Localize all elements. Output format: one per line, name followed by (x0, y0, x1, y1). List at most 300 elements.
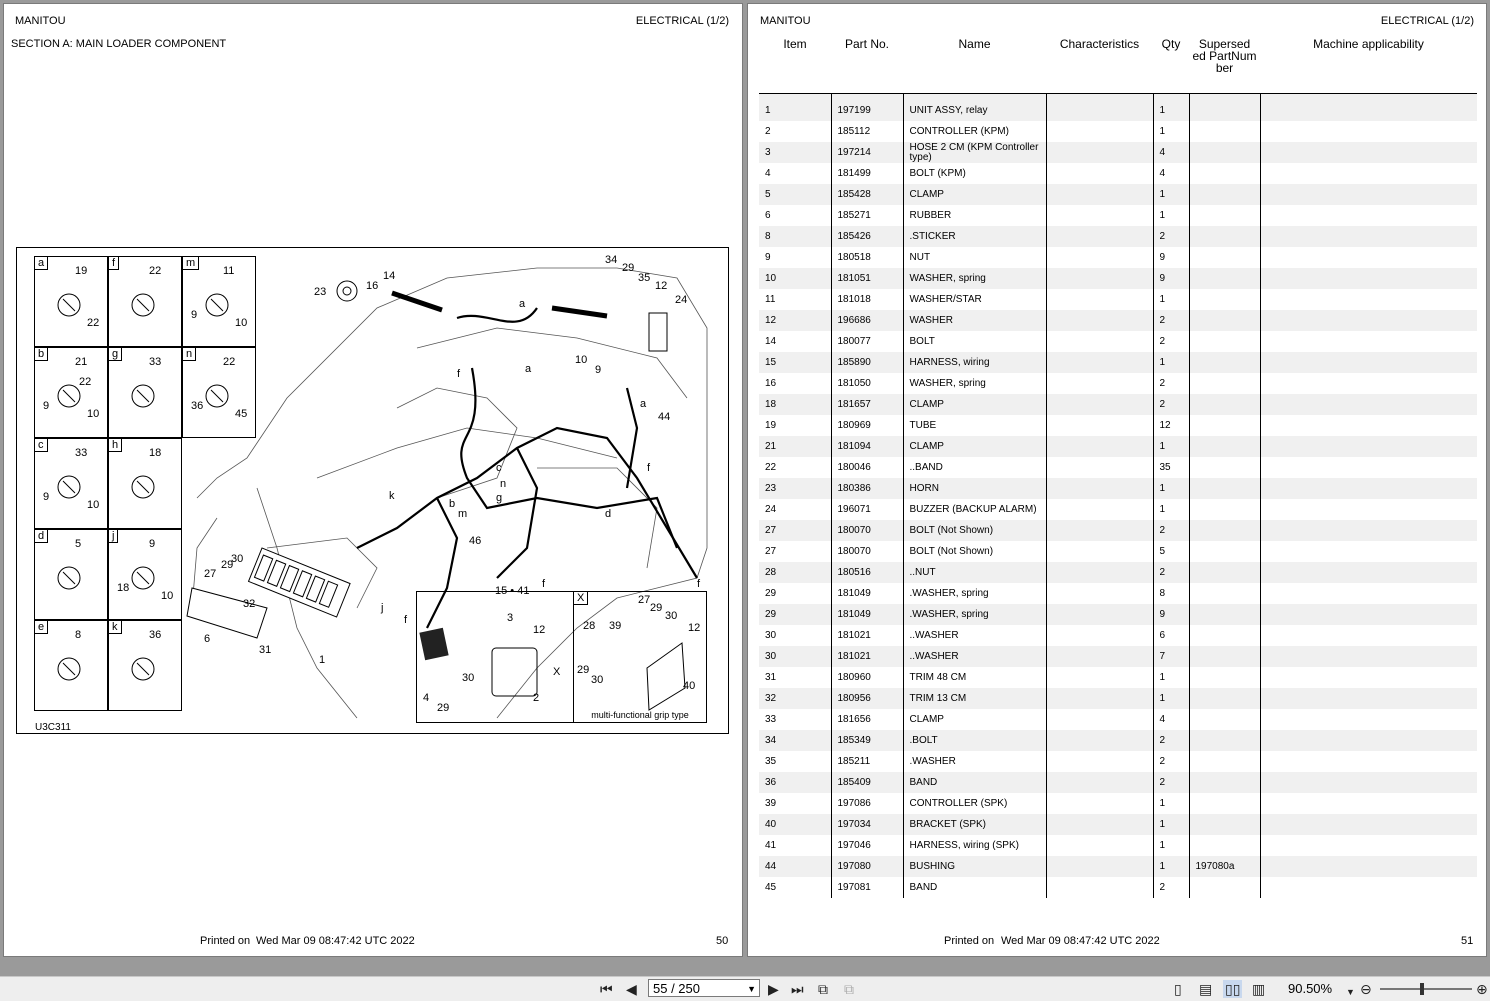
table-cell: 180070 (831, 520, 903, 541)
table-cell (1260, 94, 1477, 122)
table-cell (1046, 247, 1153, 268)
table-cell: CONTROLLER (SPK) (903, 793, 1046, 814)
inset-callout: 22 (149, 265, 162, 277)
table-cell (1189, 562, 1260, 583)
back-view-icon[interactable]: ⧉ (818, 981, 828, 997)
table-cell (1046, 877, 1153, 898)
zoom-out-icon[interactable]: ⊖ (1360, 981, 1372, 997)
table-cell: ..WASHER (903, 625, 1046, 646)
callout: 30 (591, 674, 604, 686)
two-page-icon[interactable]: ▯▯ (1225, 981, 1241, 997)
table-cell: 181021 (831, 646, 903, 667)
table-cell: 1 (1153, 352, 1189, 373)
table-row (759, 814, 1477, 835)
table-cell: .WASHER, spring (903, 583, 1046, 604)
single-page-icon[interactable]: ▯ (1174, 981, 1182, 997)
table-cell: BOLT (KPM) (903, 163, 1046, 184)
table-cell: 196071 (831, 499, 903, 520)
callout: j (381, 602, 384, 614)
callout: 1 (319, 654, 326, 666)
callout: 29 (577, 664, 590, 676)
parts-table (759, 30, 1477, 898)
table-cell: 12 (1153, 415, 1189, 436)
table-cell: 9 (1153, 247, 1189, 268)
table-cell (1046, 163, 1153, 184)
table-row (759, 667, 1477, 688)
table-cell (1189, 142, 1260, 163)
callout: 39 (609, 620, 622, 632)
table-cell: 185271 (831, 205, 903, 226)
table-row (759, 835, 1477, 856)
table-cell: 197199 (831, 94, 903, 122)
table-cell: 2 (1153, 562, 1189, 583)
table-cell (1046, 478, 1153, 499)
table-cell: 2 (1153, 877, 1189, 898)
table-row (759, 751, 1477, 772)
table-cell: UNIT ASSY, relay (903, 94, 1046, 122)
table-cell (1046, 541, 1153, 562)
table-header-row (759, 30, 1477, 94)
table-cell (1046, 142, 1153, 163)
zoom-dropdown-icon[interactable]: ▼ (1346, 987, 1355, 997)
table-cell (1260, 436, 1477, 457)
zoom-slider[interactable] (1380, 988, 1472, 990)
table-cell (1189, 583, 1260, 604)
table-cell (1189, 247, 1260, 268)
inset-callout: 9 (43, 400, 50, 412)
table-cell: 2 (1153, 730, 1189, 751)
table-cell: 14 (759, 331, 831, 352)
table-cell: 3 (759, 142, 831, 163)
table-cell (1046, 583, 1153, 604)
table-cell: ..BAND (903, 457, 1046, 478)
table-cell (1189, 646, 1260, 667)
printed-on-label: Printed on (944, 935, 995, 947)
table-cell: 41 (759, 835, 831, 856)
printed-on-label: Printed on (200, 935, 251, 947)
document-page-right (748, 4, 1486, 956)
table-cell: 19 (759, 415, 831, 436)
document-page-left (4, 4, 742, 956)
table-cell (1260, 709, 1477, 730)
table-row (759, 478, 1477, 499)
table-row (759, 457, 1477, 478)
table-cell: 181656 (831, 709, 903, 730)
table-cell: 2 (1153, 394, 1189, 415)
table-cell (1260, 646, 1477, 667)
table-cell (1260, 688, 1477, 709)
table-cell: 1 (1153, 688, 1189, 709)
table-row (759, 121, 1477, 142)
table-cell (1046, 310, 1153, 331)
inset-callout: 22 (87, 317, 100, 329)
table-cell (1046, 772, 1153, 793)
table-cell: 180956 (831, 688, 903, 709)
table-cell: 1 (1153, 184, 1189, 205)
table-cell (1260, 352, 1477, 373)
table-cell (1189, 310, 1260, 331)
table-cell (1189, 184, 1260, 205)
table-cell: 30 (759, 625, 831, 646)
table-cell (1260, 625, 1477, 646)
callout: a (640, 398, 647, 410)
table-cell (1046, 520, 1153, 541)
table-cell: 180046 (831, 457, 903, 478)
table-cell: 1 (759, 94, 831, 122)
callout: 30 (231, 553, 244, 565)
table-cell: WASHER/STAR (903, 289, 1046, 310)
zoom-in-icon[interactable]: ⊕ (1476, 981, 1488, 997)
table-cell: WASHER, spring (903, 373, 1046, 394)
table-row (759, 688, 1477, 709)
callout: 40 (683, 680, 696, 692)
table-row (759, 709, 1477, 730)
table-cell: 180516 (831, 562, 903, 583)
brand-header: MANITOU (15, 15, 66, 27)
column-header: Item (759, 30, 831, 94)
table-cell (1189, 625, 1260, 646)
table-cell (1260, 520, 1477, 541)
table-cell: .STICKER (903, 226, 1046, 247)
last-page-icon[interactable]: ⏭ (791, 981, 804, 997)
table-cell: 1 (1153, 436, 1189, 457)
callout: 27 (638, 594, 651, 606)
table-cell (1046, 184, 1153, 205)
table-cell: 1 (1153, 856, 1189, 877)
table-cell: 185890 (831, 352, 903, 373)
callout: k (389, 490, 395, 502)
table-cell: 197086 (831, 793, 903, 814)
callout: 12 (655, 280, 668, 292)
table-cell: 181049 (831, 583, 903, 604)
callout: 30 (462, 672, 475, 684)
table-cell (1260, 121, 1477, 142)
callout: 14 (383, 270, 396, 282)
table-cell: 7 (1153, 646, 1189, 667)
table-cell: 8 (1153, 583, 1189, 604)
two-page-continuous-icon[interactable]: ▥ (1252, 981, 1266, 997)
table-cell: 24 (759, 499, 831, 520)
callout: f (697, 578, 701, 590)
inset-letter: f (109, 257, 119, 270)
table-cell: 180969 (831, 415, 903, 436)
inset-letter: e (35, 621, 48, 634)
table-cell (1260, 142, 1477, 163)
table-row (759, 877, 1477, 898)
table-cell: 27 (759, 541, 831, 562)
table-cell (1046, 604, 1153, 625)
table-cell: 45 (759, 877, 831, 898)
table-cell (1189, 751, 1260, 772)
callout: f (457, 368, 461, 380)
table-row (759, 394, 1477, 415)
table-cell: ..NUT (903, 562, 1046, 583)
table-cell: 180518 (831, 247, 903, 268)
table-cell: 11 (759, 289, 831, 310)
callout: 34 (605, 254, 618, 266)
table-cell (1260, 604, 1477, 625)
table-cell (1046, 688, 1153, 709)
table-cell (1046, 667, 1153, 688)
table-cell (1189, 205, 1260, 226)
inset-callout: 33 (75, 447, 88, 459)
table-cell: BAND (903, 877, 1046, 898)
callout: 3 (507, 612, 514, 624)
table-cell: 2 (1153, 331, 1189, 352)
table-cell: 10 (759, 268, 831, 289)
table-cell: 16 (759, 373, 831, 394)
table-row (759, 499, 1477, 520)
table-cell (1189, 331, 1260, 352)
inset-letter: h (109, 439, 122, 452)
table-cell: 196686 (831, 310, 903, 331)
zoom-slider-knob[interactable] (1420, 983, 1424, 995)
prev-page-icon[interactable]: ◀ (626, 981, 637, 997)
continuous-icon[interactable]: ▤ (1199, 981, 1213, 997)
table-cell (1260, 289, 1477, 310)
table-row (759, 646, 1477, 667)
table-cell (1260, 814, 1477, 835)
table-cell: 4 (1153, 142, 1189, 163)
table-cell (1189, 436, 1260, 457)
table-cell (1046, 835, 1153, 856)
table-row (759, 562, 1477, 583)
table-cell (1046, 856, 1153, 877)
callout: 46 (469, 535, 482, 547)
table-cell: 2 (1153, 772, 1189, 793)
table-cell: BOLT (Not Shown) (903, 520, 1046, 541)
table-cell: 2 (1153, 751, 1189, 772)
table-cell (1260, 793, 1477, 814)
table-cell: 181094 (831, 436, 903, 457)
table-cell: 181018 (831, 289, 903, 310)
table-cell: 5 (1153, 541, 1189, 562)
table-cell (1046, 499, 1153, 520)
table-cell (1046, 394, 1153, 415)
callout: 12 (688, 622, 701, 634)
table-cell (1046, 709, 1153, 730)
table-cell: RUBBER (903, 205, 1046, 226)
table-cell: 31 (759, 667, 831, 688)
inset-callout: 45 (235, 408, 248, 420)
table-cell: 12 (759, 310, 831, 331)
table-cell: 21 (759, 436, 831, 457)
table-cell: 1 (1153, 205, 1189, 226)
table-cell (1260, 499, 1477, 520)
table-cell (1189, 709, 1260, 730)
callout: 29 (650, 602, 663, 614)
table-cell (1189, 394, 1260, 415)
table-cell (1046, 331, 1153, 352)
table-cell: 1 (1153, 121, 1189, 142)
table-cell (1189, 793, 1260, 814)
table-cell (1046, 415, 1153, 436)
table-cell (1260, 226, 1477, 247)
table-cell: 2 (1153, 520, 1189, 541)
table-cell (1046, 625, 1153, 646)
inset-letter: c (35, 439, 48, 452)
table-cell: 180960 (831, 667, 903, 688)
table-cell (1189, 268, 1260, 289)
table-cell: 185112 (831, 121, 903, 142)
table-cell (1260, 373, 1477, 394)
table-cell (1189, 541, 1260, 562)
table-cell: 197080a (1189, 856, 1260, 877)
table-cell: HOSE 2 CM (KPM Controller type) (903, 142, 1046, 163)
table-cell (1260, 331, 1477, 352)
table-cell: 1 (1153, 478, 1189, 499)
callout: 10 (575, 354, 588, 366)
table-cell (1046, 730, 1153, 751)
callout: c (496, 462, 502, 474)
column-header: Part No. (831, 30, 903, 94)
inset-letter: g (109, 348, 122, 361)
table-cell: 5 (759, 184, 831, 205)
table-body (759, 94, 1477, 899)
inset-letter: b (35, 348, 48, 361)
table-cell: BOLT (Not Shown) (903, 541, 1046, 562)
table-cell (1260, 541, 1477, 562)
table-cell (1189, 457, 1260, 478)
table-cell: 34 (759, 730, 831, 751)
table-cell: 2 (1153, 310, 1189, 331)
table-cell (1046, 646, 1153, 667)
table-cell (1260, 247, 1477, 268)
table-cell (1260, 751, 1477, 772)
table-row (759, 310, 1477, 331)
brand-header: MANITOU (760, 15, 811, 27)
column-header: Machine applicability (1260, 30, 1477, 94)
callout: f (542, 578, 546, 590)
callout: 44 (658, 411, 671, 423)
table-cell: 4 (1153, 163, 1189, 184)
table-cell: 197034 (831, 814, 903, 835)
table-row (759, 772, 1477, 793)
table-row (759, 205, 1477, 226)
forward-view-icon[interactable]: ⧉ (844, 981, 854, 997)
table-cell: BUZZER (BACKUP ALARM) (903, 499, 1046, 520)
callout: 27 (204, 568, 217, 580)
inset-callout: 9 (43, 491, 50, 503)
table-cell: HARNESS, wiring (SPK) (903, 835, 1046, 856)
table-cell: NUT (903, 247, 1046, 268)
table-row (759, 583, 1477, 604)
inset-callout: 9 (191, 309, 198, 321)
table-cell (1189, 121, 1260, 142)
table-cell: 180386 (831, 478, 903, 499)
callout: m (458, 508, 468, 520)
table-cell (1260, 310, 1477, 331)
callout: g (496, 492, 503, 504)
callout: 30 (665, 610, 678, 622)
callout: 23 (314, 286, 327, 298)
table-cell: 29 (759, 604, 831, 625)
table-cell: 29 (759, 583, 831, 604)
printed-timestamp: Wed Mar 09 08:47:42 UTC 2022 (1001, 935, 1160, 947)
table-cell (1046, 751, 1153, 772)
table-cell: 180077 (831, 331, 903, 352)
table-cell: BOLT (903, 331, 1046, 352)
inset-letter: j (109, 530, 118, 543)
table-row (759, 793, 1477, 814)
table-cell (1260, 730, 1477, 751)
table-cell: 2 (1153, 373, 1189, 394)
table-cell (1189, 835, 1260, 856)
table-cell (1189, 94, 1260, 122)
table-cell: 1 (1153, 499, 1189, 520)
table-cell: 32 (759, 688, 831, 709)
table-cell (1260, 268, 1477, 289)
table-cell (1189, 772, 1260, 793)
table-cell (1260, 478, 1477, 499)
inset-callout: 5 (75, 538, 82, 550)
section-header: ELECTRICAL (1/2) (1380, 15, 1474, 27)
table-cell: 23 (759, 478, 831, 499)
table-row (759, 289, 1477, 310)
table-cell: BRACKET (SPK) (903, 814, 1046, 835)
table-row (759, 226, 1477, 247)
table-cell (1260, 772, 1477, 793)
table-cell: WASHER, spring (903, 268, 1046, 289)
callout: 9 (595, 364, 602, 376)
table-cell (1046, 373, 1153, 394)
table-cell (1189, 877, 1260, 898)
table-cell (1260, 205, 1477, 226)
table-cell: 197081 (831, 877, 903, 898)
table-cell (1260, 856, 1477, 877)
exploded-diagram (16, 247, 729, 734)
table-row (759, 184, 1477, 205)
table-cell: 22 (759, 457, 831, 478)
table-cell: TRIM 13 CM (903, 688, 1046, 709)
next-page-icon[interactable]: ▶ (768, 981, 779, 997)
zoom-level[interactable]: 90.50% (1288, 981, 1333, 996)
table-cell: 30 (759, 646, 831, 667)
printed-timestamp: Wed Mar 09 08:47:42 UTC 2022 (256, 935, 415, 947)
table-cell: 35 (759, 751, 831, 772)
table-cell (1189, 289, 1260, 310)
table-cell: .BOLT (903, 730, 1046, 751)
callout: f (647, 462, 651, 474)
table-cell (1046, 94, 1153, 122)
table-row (759, 436, 1477, 457)
table-cell (1189, 478, 1260, 499)
table-cell (1189, 604, 1260, 625)
table-cell (1046, 352, 1153, 373)
table-cell: 2 (1153, 226, 1189, 247)
table-cell: 181021 (831, 625, 903, 646)
viewer-toolbar (0, 976, 1490, 1001)
table-cell (1189, 688, 1260, 709)
table-cell: 15 (759, 352, 831, 373)
callout: 35 (638, 272, 651, 284)
table-row (759, 730, 1477, 751)
callout: 32 (243, 598, 256, 610)
table-cell: CLAMP (903, 436, 1046, 457)
table-cell (1189, 814, 1260, 835)
table-cell: .WASHER (903, 751, 1046, 772)
table-cell (1260, 583, 1477, 604)
table-cell: 185428 (831, 184, 903, 205)
table-cell (1189, 520, 1260, 541)
table-row (759, 373, 1477, 394)
table-cell: 8 (759, 226, 831, 247)
table-cell (1189, 499, 1260, 520)
first-page-icon[interactable]: ⏮ (600, 981, 613, 997)
callout: 12 (533, 624, 546, 636)
page-selector[interactable] (648, 979, 760, 997)
table-cell: 2 (759, 121, 831, 142)
